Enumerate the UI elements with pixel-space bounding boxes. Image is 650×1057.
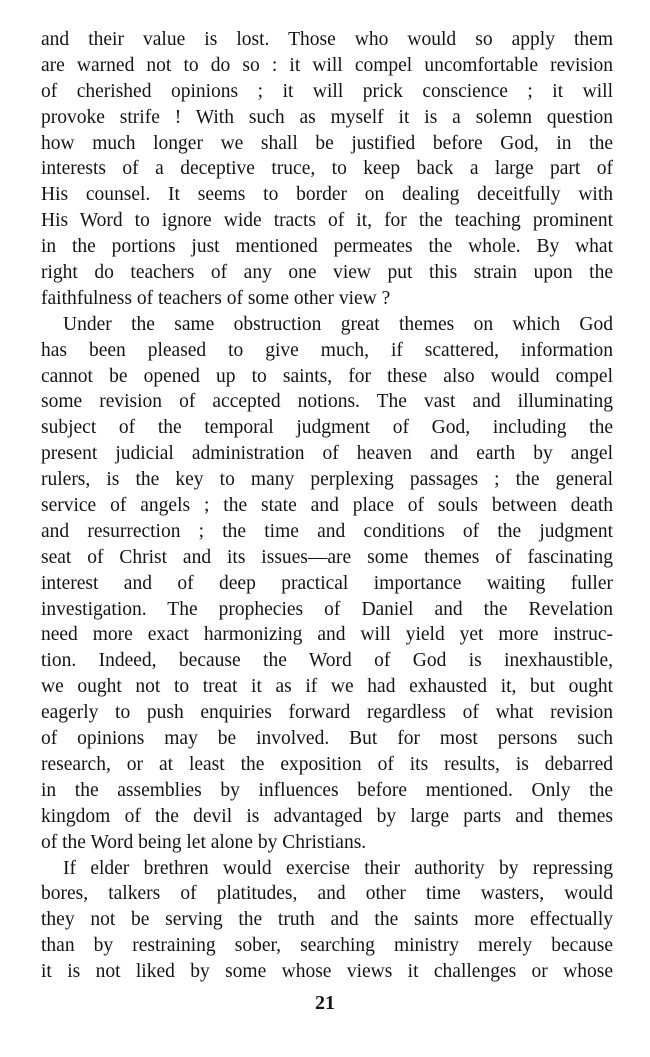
text-line: tion. Indeed, because the Word of God is inexhaustible,: [41, 650, 613, 672]
text-line: right do teachers of any one view put this strain upon the: [41, 262, 613, 284]
text-line: cannot be opened up to saints, for these also would compel: [41, 365, 613, 387]
page-number: 21: [315, 992, 335, 1014]
text-line: present judicial administration of heaven and earth by angel: [41, 443, 613, 465]
text-line: how much longer we shall be justified before God, in the: [41, 132, 613, 154]
text-line: subject of the temporal judgment of God, including the: [41, 417, 613, 439]
paragraph: [41, 856, 613, 985]
text-line: need more exact harmonizing and will yield yet more instruc-: [41, 624, 613, 646]
text-line: investigation. The prophecies of Daniel and the Revelation: [41, 598, 613, 620]
text-line: faithfulness of teachers of some other view ?: [41, 287, 391, 309]
text-line: and resurrection ; the time and conditions of the judgment: [41, 520, 613, 542]
text-line: research, or at least the exposition of its results, is debarred: [41, 753, 613, 775]
text-line: service of angels ; the state and place of souls between death: [41, 495, 613, 517]
text-line: than by restraining sober, searching ministry merely because: [41, 935, 613, 957]
paragraph: [41, 27, 613, 312]
text-line: eagerly to push enquiries forward regardless of what revision: [41, 702, 613, 724]
text-line: has been pleased to give much, if scattered, information: [41, 339, 613, 361]
text-line: interests of a deceptive truce, to keep back a large part of: [41, 158, 613, 180]
text-line: kingdom of the devil is advantaged by large parts and themes: [41, 805, 613, 827]
text-line: rulers, is the key to many perplexing passages ; the general: [41, 469, 613, 491]
text-line: of cherished opinions ; it will prick conscience ; it will: [41, 80, 613, 102]
text-line: of the Word being let alone by Christians.: [41, 831, 367, 853]
text-line: seat of Christ and its issues—are some themes of fascinating: [41, 546, 613, 568]
text-line: some revision of accepted notions. The vast and illuminating: [41, 391, 613, 413]
text-line: in the portions just mentioned permeates the whole. By what: [41, 236, 613, 258]
text-line: If elder brethren would exercise their authority by repressing: [63, 857, 613, 879]
text-line: we ought not to treat it as if we had exhausted it, but ought: [41, 676, 613, 698]
text-line: His Word to ignore wide tracts of it, for the teaching prominent: [41, 210, 613, 232]
text-line: interest and of deep practical importance waiting fuller: [41, 572, 613, 594]
text-line: His counsel. It seems to border on dealing deceitfully with: [41, 184, 613, 206]
text-line: Under the same obstruction great themes on which God: [63, 313, 613, 335]
text-line: provoke strife ! With such as myself it is a solemn question: [41, 106, 613, 128]
page-body: [41, 27, 613, 985]
text-line: are warned not to do so : it will compel uncomfortable revision: [41, 54, 613, 76]
text-line: it is not liked by some whose views it challenges or whose: [41, 961, 613, 983]
text-line: in the assemblies by influences before mentioned. Only the: [41, 779, 613, 801]
text-line: of opinions may be involved. But for most persons such: [41, 728, 613, 750]
text-line: bores, talkers of platitudes, and other time wasters, would: [41, 883, 613, 905]
paragraph: [41, 312, 613, 856]
text-line: and their value is lost. Those who would so apply them: [41, 29, 613, 50]
text-line: they not be serving the truth and the saints more effectually: [41, 909, 613, 931]
